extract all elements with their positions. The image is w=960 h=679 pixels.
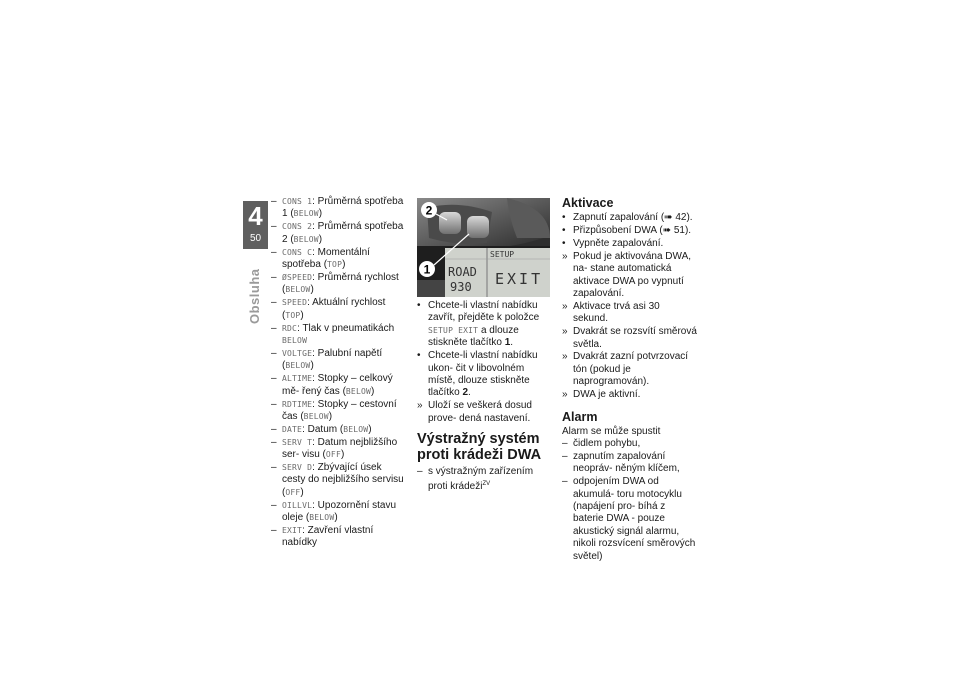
button-1-shape (467, 216, 489, 238)
menu-item-entry: – RDTIME: Stopky – cestovní čas (BELOW) (271, 398, 397, 422)
page-number: 50 (249, 233, 262, 244)
instructions-list (417, 300, 550, 425)
heading-aktivace: Aktivace (562, 196, 614, 210)
list-item: » Pokud je aktivována DWA, na- stane automatická aktivace DWA po vypnutí zapalování. (562, 250, 692, 299)
chapter-number: 4 (248, 201, 263, 231)
menu-item-entry: – ALTIME: Stopky – celkový mě- řený čas (BELOW) (271, 373, 393, 397)
column-middle (417, 300, 550, 494)
menu-item-entry: – VOLTGE: Palubní napětí (BELOW) (271, 347, 383, 372)
lcd-left-line1: ROAD (448, 265, 477, 279)
menu-item-entry: – OILLVL: Upozornění stavu oleje (BELOW) (271, 499, 397, 524)
column-right (562, 196, 697, 564)
chapter-tab (243, 201, 268, 249)
menu-item-entry: – SERV D: Zbývající úsek cesty do nejbližšího servisu (OFF) (271, 462, 404, 498)
list-item: » Aktivace trvá asi 30 sekund. (562, 300, 660, 325)
list-item: • Chcete-li vlastní nabídku zavřít, přejděte k položce SETUP EXIT a dlouze stiskněte tlačítko 1. (417, 300, 540, 349)
chapter-title: Obsluha (247, 268, 262, 324)
menu-item-entry: – CONS 1: Průměrná spotřeba 1 (BELOW) (271, 196, 404, 220)
list-item: » Uloží se veškerá dosud prove- dená nastavení. (417, 400, 532, 424)
list-item: – odpojením DWA od akumulá- toru motocyklu (napájení pro- bíhá z baterie DWA - pouze akustický signál alarmu, nikoli rozsvícení směrových světel) (562, 476, 696, 562)
list-item: » DWA je aktivní. (562, 389, 641, 401)
menu-item-entry: – CONS C: Momentální spotřeba (TOP) (271, 246, 370, 271)
callout-2-label: 2 (425, 203, 433, 218)
menu-item-entry: – CONS 2: Průměrná spotřeba 2 (BELOW) (271, 221, 404, 245)
activation-steps-list (562, 212, 697, 402)
list-item: • Chcete-li vlastní nabídku ukon- čit v libovolném místě, dlouze stiskněte tlačítko 2. (417, 350, 538, 399)
heading-alarm: Alarm (562, 409, 598, 424)
list-item: » Dvakrát se rozsvítí směrová světla. (562, 326, 697, 350)
menu-item-entry: – EXIT: Zavření vlastní nabídky (271, 525, 374, 549)
menu-item-entry: – SPEED: Aktuální rychlost (TOP) (271, 297, 386, 321)
handlebar-illustration (417, 198, 550, 297)
callout-1-label: 1 (423, 262, 431, 277)
list-item: • Zapnutí zapalování (➠ 42). (562, 212, 693, 223)
alarm-intro: Alarm se může spustit (562, 425, 661, 437)
list-item: – s výstražným zařízením proti krádeži$^{ZV}$ (417, 466, 534, 493)
menu-items-list (271, 196, 406, 550)
lcd-top-text: SETUP (490, 250, 515, 259)
column-left (271, 196, 406, 550)
menu-item-entry: – SERV T: Datum nejbližšího ser- visu (OFF) (271, 436, 398, 461)
handlebar-photo (417, 198, 550, 297)
button-2-shape (439, 212, 461, 234)
list-item: • Přizpůsobení DWA (➠ 51). (562, 224, 692, 236)
list-item: » Dvakrát zazní potvrzovací tón (pokud je naprogramován). (562, 351, 689, 388)
equipment-list (417, 466, 550, 494)
alarm-triggers-list (562, 438, 697, 563)
chapter-side-label (243, 254, 268, 324)
section-title-dwa: Výstražný systém proti krádeži DWA (417, 431, 542, 464)
list-item: – čidlem pohybu, (562, 438, 641, 449)
lcd-exit-text: EXIT (495, 270, 544, 288)
list-item: – zapnutím zapalování neopráv- něným klíčem, (562, 450, 680, 475)
menu-item-entry: – RDC: Tlak v pneumatikách BELOW (271, 322, 395, 345)
list-item: • Vypněte zapalování. (562, 237, 664, 249)
menu-item-entry: – ØSPEED: Průměrná rychlost (BELOW) (271, 271, 399, 296)
lcd-left-line2: 930 (450, 280, 472, 294)
menu-item-entry: – DATE: Datum (BELOW) (271, 423, 372, 435)
